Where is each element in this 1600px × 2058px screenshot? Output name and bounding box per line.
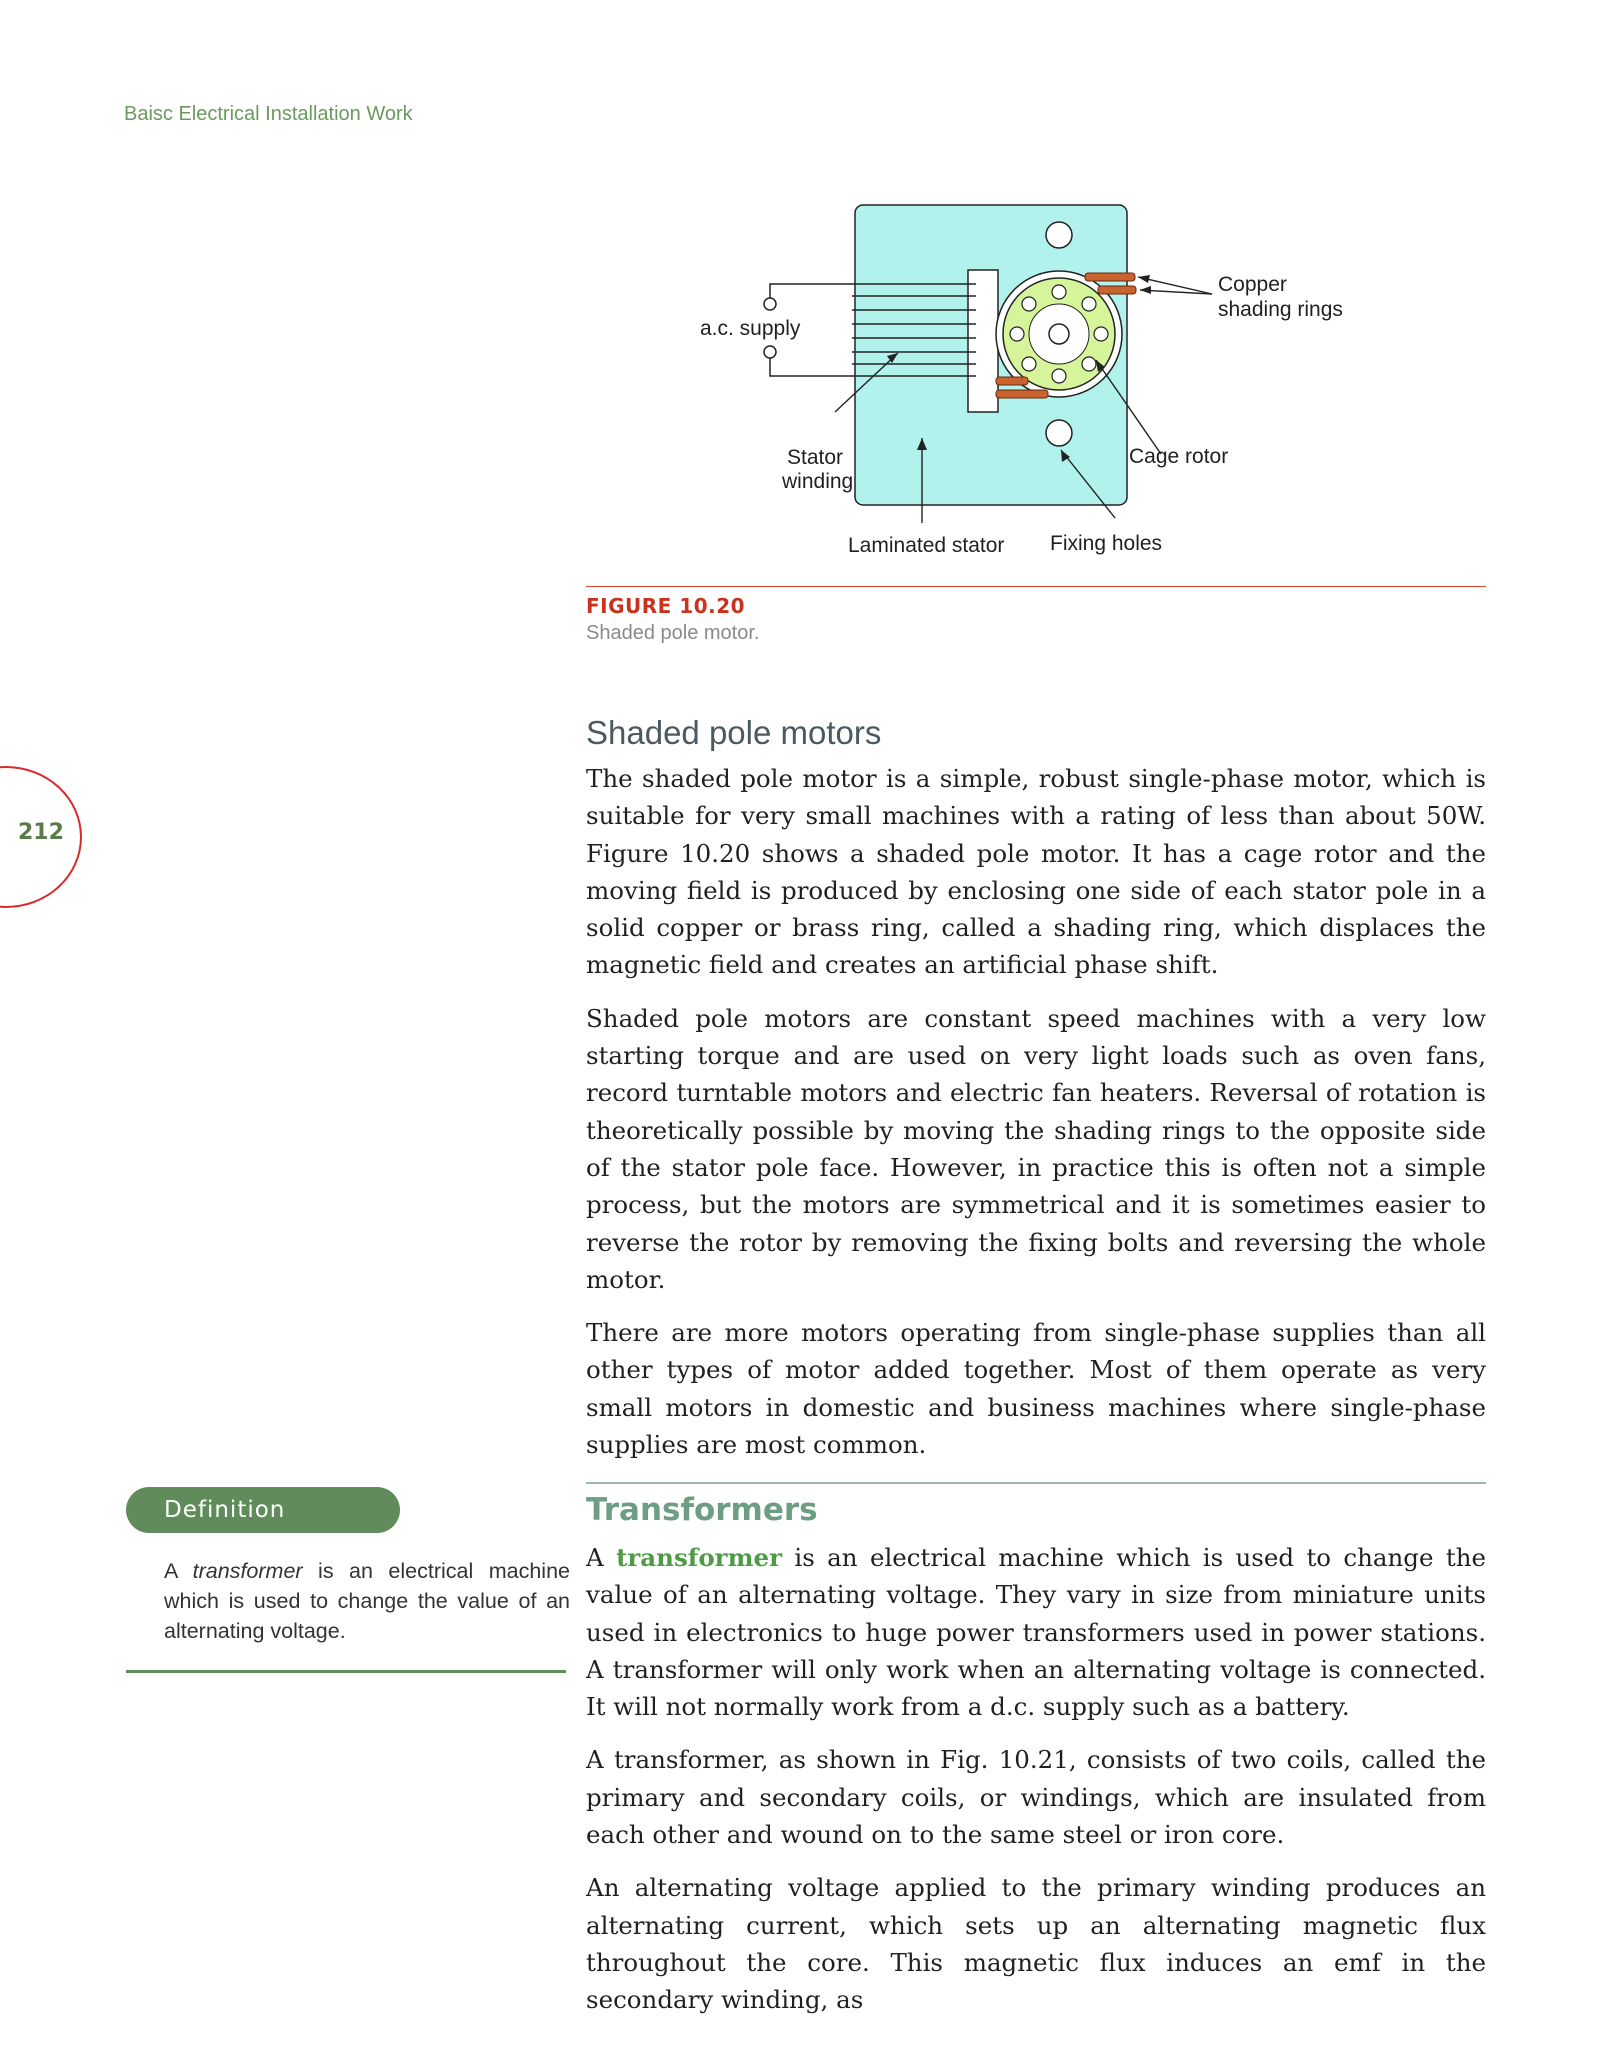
label-ac-supply: a.c. supply xyxy=(700,317,801,340)
term-highlight: transformer xyxy=(616,1543,782,1572)
label-copper: Copper xyxy=(1218,273,1287,296)
fixing-hole-top xyxy=(1046,222,1072,248)
definition-suffix: is an electrical machine which is used to change the value of an alternating voltage. xyxy=(164,1559,570,1643)
stator-pole xyxy=(968,270,998,412)
terminal-top xyxy=(764,298,776,310)
label-fixing-holes: Fixing holes xyxy=(1050,532,1163,555)
figure-caption: Shaded pole motor. xyxy=(586,622,760,644)
paragraph: An alternating voltage applied to the primary winding produces an alternating current, which sets up an alternating magnetic flux throughout the core. This magnetic flux induces an emf in the secondary winding, as xyxy=(586,1873,1486,2015)
running-head: Baisc Electrical Installation Work xyxy=(124,103,413,125)
paragraph xyxy=(586,1539,1486,1725)
section-heading-shaded-pole: Shaded pole motors xyxy=(586,714,882,751)
label-cage-rotor: Cage rotor xyxy=(1129,445,1229,468)
rotor-shaft xyxy=(1049,324,1069,344)
text: A xyxy=(586,1543,617,1572)
paragraph: Shaded pole motors are constant speed machines with a very low starting torque and are used on very light loads such as oven fans, record turntable motors and electric fan heaters. Reversal of rotation is theoretically possible by moving the shading rings to the opposite side of the stator pole face. However, in practice this is often not a simple process, but the motors are symmetrical and it is sometimes easier to reverse the rotor by removing the fixing bolts and reversing the whole motor. xyxy=(586,1003,1486,1294)
definition-rule xyxy=(126,1670,566,1673)
figure-rule xyxy=(586,586,1486,587)
definition-text xyxy=(164,1556,570,1646)
section-shaded-pole-body xyxy=(586,760,1486,1479)
label-laminated-stator: Laminated stator xyxy=(848,534,1005,557)
definition-term: transformer xyxy=(192,1559,303,1583)
section-transformers-body xyxy=(586,1539,1486,2035)
section-heading-transformers: Transformers xyxy=(586,1492,818,1528)
page-number: 212 xyxy=(18,820,64,845)
label-winding: winding xyxy=(782,470,854,493)
text: is an electrical machine which is used to change the value of an alternating voltage. They vary in size from miniature units used in electronics to huge power transformers used in power stations. A transformer will only work when an alternating voltage is connected. It will not normally work from a d.c. supply such as a battery. xyxy=(586,1543,1486,1722)
motor-diagram xyxy=(700,190,1380,570)
section-rule xyxy=(586,1482,1486,1484)
terminal-bottom xyxy=(764,346,776,358)
paragraph: The shaded pole motor is a simple, robust single-phase motor, which is suitable for very small machines with a rating of less than about 50W. Figure 10.20 shows a shaded pole motor. It has a cage rotor and the moving field is produced by enclosing one side of each stator pole in a solid copper or brass ring, called a shading ring, which displaces the magnetic field and creates an artificial phase shift. xyxy=(586,764,1486,980)
label-shading-rings: shading rings xyxy=(1218,298,1343,321)
figure-number: FIGURE 10.20 xyxy=(586,594,746,618)
definition-prefix: A xyxy=(164,1559,193,1583)
label-stator: Stator xyxy=(787,446,844,469)
definition-badge: Definition xyxy=(126,1487,400,1533)
paragraph: There are more motors operating from single-phase supplies than all other types of motor added together. Most of them operate as very small motors in domestic and business machines where single-phase supplies are most common. xyxy=(586,1318,1486,1460)
figure-shaded-pole-motor xyxy=(700,190,1380,570)
paragraph: A transformer, as shown in Fig. 10.21, consists of two coils, called the primary and secondary coils, or windings, which are insulated from each other and wound on to the same steel or iron core. xyxy=(586,1745,1486,1850)
fixing-hole-bottom xyxy=(1046,420,1072,446)
